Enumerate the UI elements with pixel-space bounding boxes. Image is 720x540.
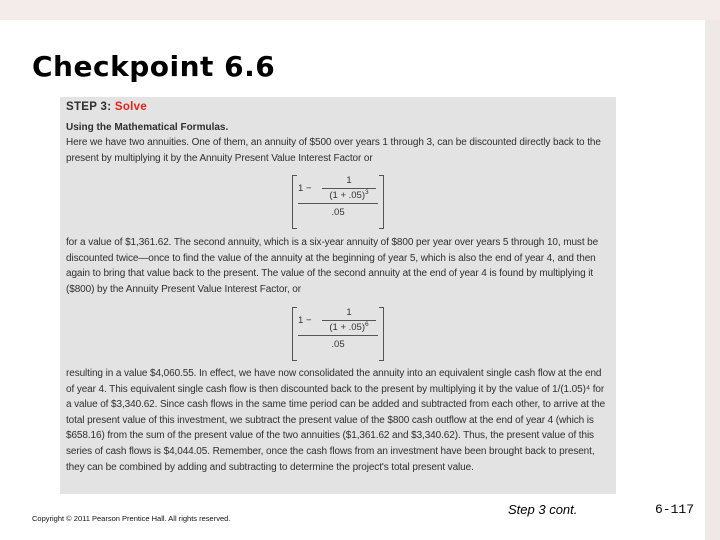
formula-numerator: 1: [346, 175, 352, 186]
pvifa-formula-3-years: [292, 175, 384, 231]
step-heading-accent: Solve: [114, 101, 148, 113]
paragraph-first-annuity: Here we have two annuities. One of them, an annuity of $500 over years 1 through 3, can be discounted directly back to the present by multiplying it by the Annuity Present Value Interest Factor or: [66, 137, 601, 164]
pvifa-formula-6-years: [292, 307, 384, 363]
formula-left-bracket: [292, 307, 297, 361]
formula-denominator: $(1 + .05)^3$: [329, 189, 369, 202]
formula-right-bracket: [379, 175, 384, 229]
formula-minus: −: [306, 315, 312, 326]
step-heading: [66, 101, 147, 113]
formula-rate: .05: [331, 339, 345, 350]
formula-left-bracket: [292, 175, 297, 229]
right-margin-bar: [705, 20, 720, 540]
formula-outer-bar: [298, 203, 378, 204]
formula-rate: .05: [331, 207, 345, 218]
step-heading-prefix: STEP 3:: [66, 101, 112, 113]
formula-numerator: 1: [346, 307, 352, 318]
formula-minus: −: [306, 183, 312, 194]
step-continuation-label: Step 3 cont.: [508, 502, 578, 517]
slide-title: Checkpoint 6.6: [32, 50, 276, 83]
method-subheading: Using the Mathematical Formulas.: [66, 122, 229, 133]
textbook-excerpt-panel: [60, 97, 616, 494]
formula-denominator: $(1 + .05)^6$: [329, 321, 369, 334]
formula-inner-fraction: [321, 307, 377, 333]
formula-right-bracket: [379, 307, 384, 361]
formula-inner-fraction: [321, 175, 377, 201]
formula-exponent: 3: [365, 189, 369, 196]
formula-one: 1: [298, 315, 304, 326]
formula-exponent: 6: [365, 321, 369, 328]
paragraph-consolidation: resulting in a value $4,060.55. In effect, we have now consolidated the annuity into an equivalent single cash flow at the end of year 4. This equivalent single cash flow is then discounted back to the present by multiplying it by the value of 1/(1.05)⁴ for a value of $3,340.62. Since cash flows in the same time period can be added and subtracted from each other, to arrive at the total present value of this investment, we subtract the present value of the $800 cash outflow at the end of year 4 (which is $658.16) from the sum of the present value of the two annuities ($1,361.62 and $3,340.62). Thus, the present value of this series of cash flows is $4,044.05. Remember, once the cash flows from an investment have been brought back to present, they can be combined by adding and subtracting to determine the project's total present value.: [66, 368, 606, 473]
slide-page-number: 6-117: [655, 502, 695, 517]
paragraph-second-annuity: for a value of $1,361.62. The second annuity, which is a six-year annuity of $800 per year over years 5 through 10, must be discounted twice—once to find the value of the annuity at the beginning of year 5, which is also the end of year 4, and then again to bring that value back to the present. The value of the second annuity at the end of year 4 is found by multiplying it ($800) by the Annuity Present Value Interest Factor, or: [66, 237, 599, 295]
formula-one: 1: [298, 183, 304, 194]
copyright-notice: Copyright © 2011 Pearson Prentice Hall. All rights reserved.: [32, 514, 231, 523]
formula-outer-bar: [298, 335, 378, 336]
